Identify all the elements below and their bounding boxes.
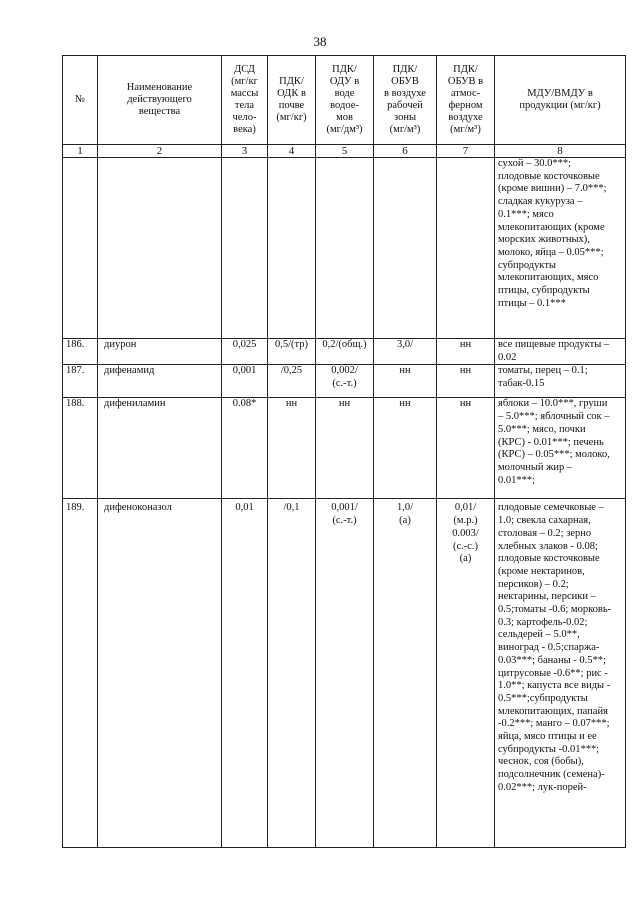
cell-soil: 0,5/(тр) xyxy=(268,339,316,365)
cell-work-air: 1,0/ (а) xyxy=(374,499,437,848)
cell-dsd: 0.08* xyxy=(222,398,268,499)
cell-mdu: томаты, перец – 0.1; табак-0.15 xyxy=(495,365,626,398)
header-work-air: ПДК/ ОБУВ в воздухе рабочей зоны (мг/м³) xyxy=(374,56,437,145)
cell-atm-air xyxy=(437,158,495,339)
cell-work-air: нн xyxy=(374,398,437,499)
page-number: 38 xyxy=(313,34,327,49)
column-number: 8 xyxy=(495,145,626,158)
header-substance: Наименование действующего вещества xyxy=(98,56,222,145)
table-row xyxy=(63,339,626,365)
table-row xyxy=(63,499,626,848)
cell-substance: диурон xyxy=(98,339,222,365)
cell-atm-air: нн xyxy=(437,339,495,365)
cell-mdu: сухой – 30.0***; плодовые косточковые (кроме вишни) – 7.0***; сладкая кукуруза – 0.1***; мясо млекопитающих (кроме морских животных), молоко, яйца – 0.05***; субпродукты млекопитающих, мясо птицы, субпродукты птицы – 0.1*** xyxy=(495,158,626,339)
table-row xyxy=(63,158,626,339)
cell-number: 186. xyxy=(63,339,98,365)
header-water: ПДК/ ОДУ в воде водое- мов (мг/дм³) xyxy=(316,56,374,145)
cell-water: 0,001/ (с.-т.) xyxy=(316,499,374,848)
cell-soil: /0,1 xyxy=(268,499,316,848)
cell-substance: дифенамид xyxy=(98,365,222,398)
header-mdu: МДУ/ВМДУ в продукции (мг/кг) xyxy=(495,56,626,145)
header-soil: ПДК/ ОДК в почве (мг/кг) xyxy=(268,56,316,145)
cell-substance: дифеноконазол xyxy=(98,499,222,848)
header-number: № xyxy=(63,56,98,145)
column-number: 4 xyxy=(268,145,316,158)
table-row xyxy=(63,398,626,499)
cell-substance xyxy=(98,158,222,339)
header-row xyxy=(63,56,626,145)
cell-soil: нн xyxy=(268,398,316,499)
cell-soil: /0,25 xyxy=(268,365,316,398)
cell-work-air xyxy=(374,158,437,339)
column-number-row xyxy=(63,145,626,158)
cell-mdu: плодовые семечковые – 1.0; свекла сахарная, столовая – 0.2; зерно хлебных злаков - 0.08; плодовые косточковые (кроме нектаринов, персиков) – 0.2; нектарины, персики – 0.5;томаты -0.6; морковь- 0.3; картофель-0.02; сельдерей – 5.0**, виноград - 0.5;спаржа- 0.03***; бананы - 0.5**; цитрусовые -0.6**; рис - 1.0**; капуста все виды - 0.5***;субпродукты млекопитающих, папайя -0.2***; манго – 0.07***; яйца, мясо птицы и ее субпродукты -0.01***; чеснок, соя (бобы), подсолнечник (семена)- 0.02***; лук-порей- xyxy=(495,499,626,848)
column-number: 3 xyxy=(222,145,268,158)
column-number: 6 xyxy=(374,145,437,158)
cell-dsd: 0,01 xyxy=(222,499,268,848)
column-number: 7 xyxy=(437,145,495,158)
cell-water: нн xyxy=(316,398,374,499)
cell-water xyxy=(316,158,374,339)
cell-dsd: 0,001 xyxy=(222,365,268,398)
column-number: 5 xyxy=(316,145,374,158)
cell-atm-air: 0,01/ (м.р.) 0.003/ (с.-с.) (а) xyxy=(437,499,495,848)
cell-number: 188. xyxy=(63,398,98,499)
cell-soil xyxy=(268,158,316,339)
cell-dsd xyxy=(222,158,268,339)
column-number: 1 xyxy=(63,145,98,158)
cell-mdu: все пищевые продукты – 0.02 xyxy=(495,339,626,365)
cell-atm-air: нн xyxy=(437,365,495,398)
column-number: 2 xyxy=(98,145,222,158)
cell-water: 0,2/(общ.) xyxy=(316,339,374,365)
cell-number: 189. xyxy=(63,499,98,848)
cell-atm-air: нн xyxy=(437,398,495,499)
header-dsd: ДСД (мг/кг массы тела чело- века) xyxy=(222,56,268,145)
cell-number xyxy=(63,158,98,339)
cell-work-air: нн xyxy=(374,365,437,398)
cell-dsd: 0,025 xyxy=(222,339,268,365)
cell-mdu: яблоки – 10.0***, груши – 5.0***; яблочный сок – 5.0***; мясо, почки (КРС) - 0.01***; печень (КРС) – 0.05***; молоко, молочный жир – 0.01***; xyxy=(495,398,626,499)
table-row xyxy=(63,365,626,398)
header-atm-air: ПДК/ ОБУВ в атмос- ферном воздухе (мг/м³) xyxy=(437,56,495,145)
cell-substance: дифениламин xyxy=(98,398,222,499)
cell-number: 187. xyxy=(63,365,98,398)
pesticide-table xyxy=(62,55,626,848)
cell-water: 0,002/ (с.-т.) xyxy=(316,365,374,398)
cell-work-air: 3,0/ xyxy=(374,339,437,365)
